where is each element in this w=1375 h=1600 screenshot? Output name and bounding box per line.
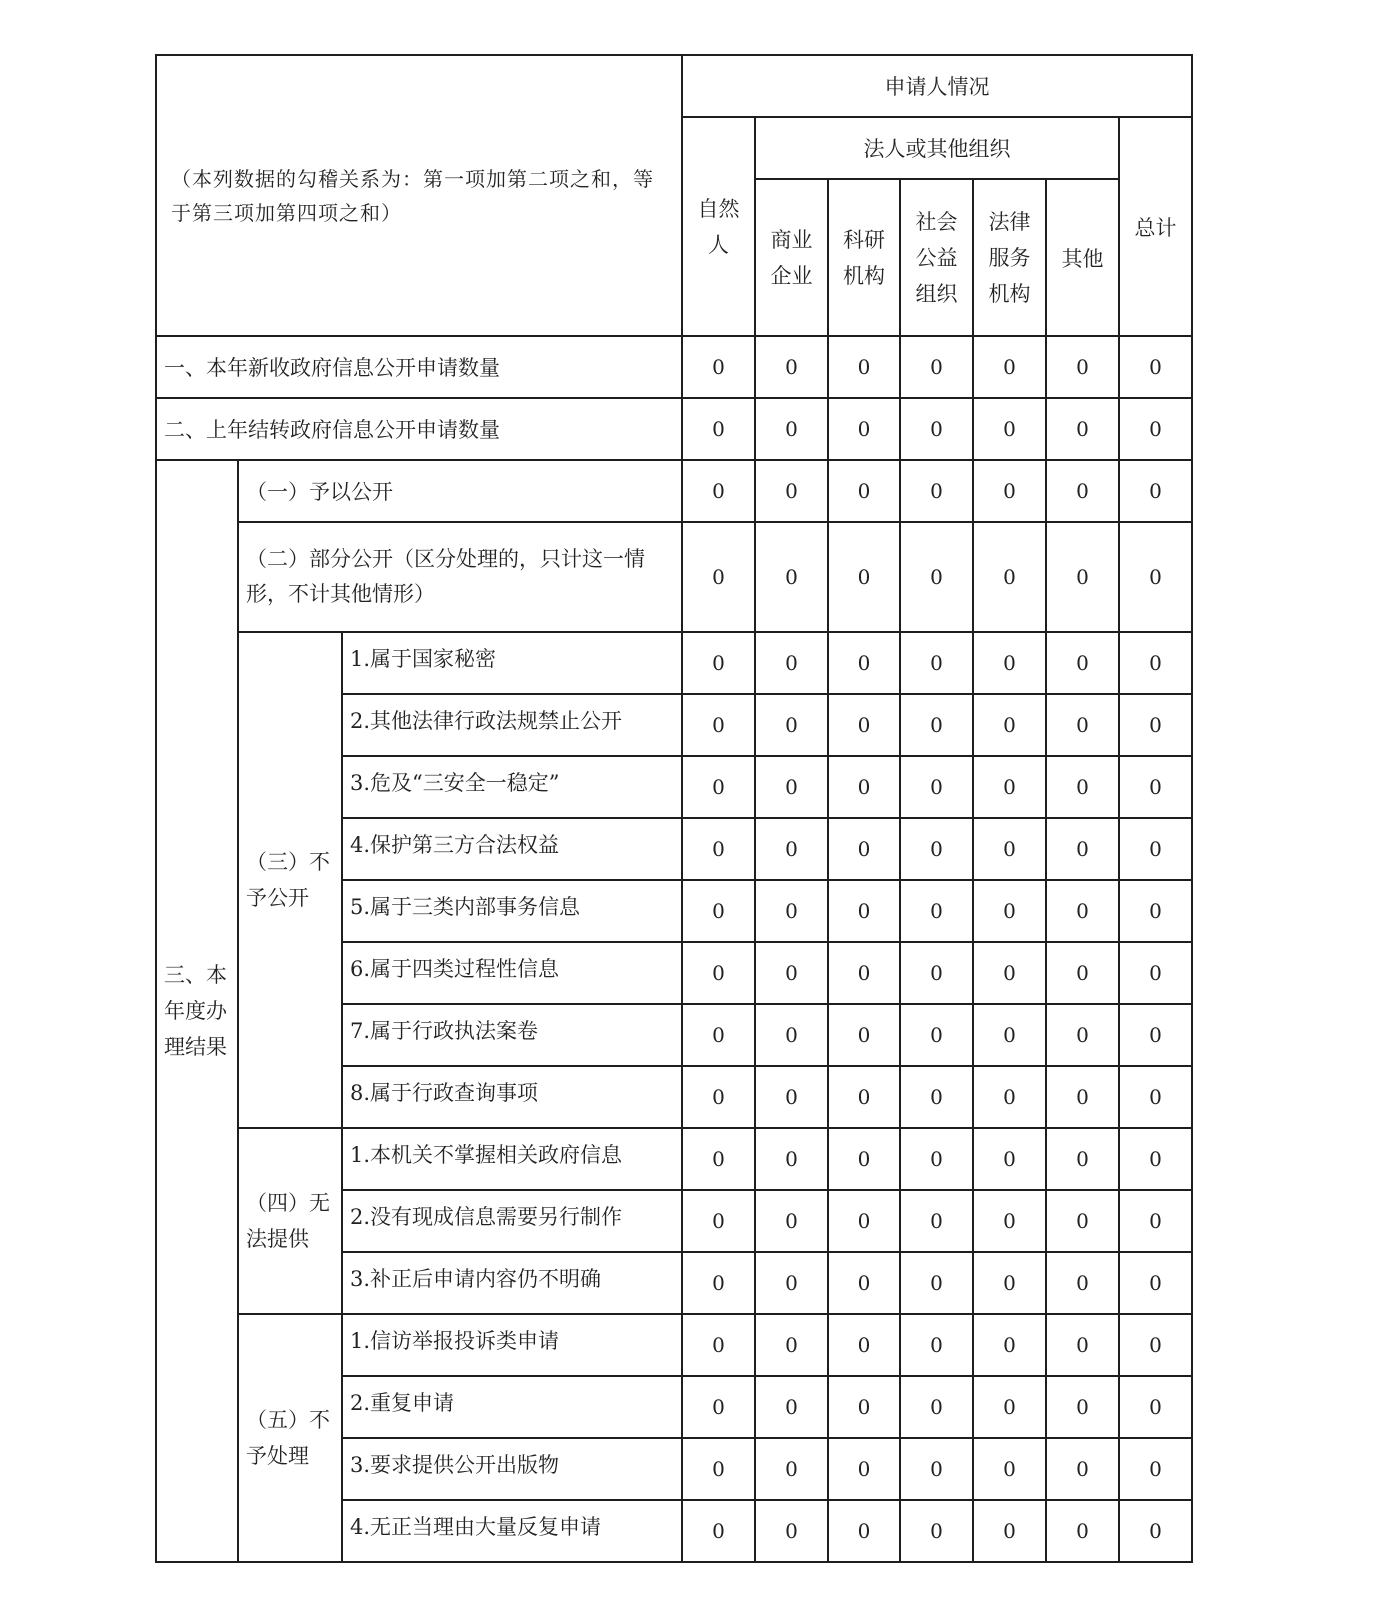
value-cell: 0 <box>1119 942 1192 1004</box>
value-cell: 0 <box>1046 694 1119 756</box>
value-cell: 0 <box>755 398 828 460</box>
header-law <box>973 179 1046 336</box>
value-cell: 0 <box>900 522 973 632</box>
value-cell: 0 <box>828 632 900 694</box>
value-cell: 0 <box>828 1314 900 1376</box>
value-cell: 0 <box>682 460 755 522</box>
value-cell: 0 <box>682 1438 755 1500</box>
header-total: 总计 <box>1119 117 1192 336</box>
header-business <box>755 179 828 336</box>
value-cell: 0 <box>828 1004 900 1066</box>
value-cell: 0 <box>682 522 755 632</box>
value-cell: 0 <box>900 460 973 522</box>
value-cell: 0 <box>973 880 1046 942</box>
group-not-process <box>238 1314 342 1562</box>
value-cell: 0 <box>973 694 1046 756</box>
value-cell: 0 <box>755 694 828 756</box>
value-cell: 0 <box>973 1252 1046 1314</box>
value-cell: 0 <box>828 1252 900 1314</box>
value-cell: 0 <box>1119 880 1192 942</box>
value-cell: 0 <box>900 336 973 398</box>
value-cell: 0 <box>682 1190 755 1252</box>
group-text: （四）无法提供 <box>246 1191 330 1251</box>
header-other: 其他 <box>1046 179 1119 336</box>
split-text: 科研 机构 <box>843 227 885 288</box>
value-cell: 0 <box>900 1066 973 1128</box>
table-row <box>156 1128 1192 1190</box>
statistics-table <box>155 54 1193 1563</box>
value-cell: 0 <box>1046 336 1119 398</box>
value-cell: 0 <box>828 942 900 1004</box>
value-cell: 0 <box>1046 632 1119 694</box>
value-cell: 0 <box>755 1500 828 1562</box>
value-cell: 0 <box>900 1190 973 1252</box>
value-cell: 0 <box>973 522 1046 632</box>
value-cell: 0 <box>1119 632 1192 694</box>
value-cell: 0 <box>1119 460 1192 522</box>
value-cell: 0 <box>1046 1438 1119 1500</box>
value-cell: 0 <box>755 1314 828 1376</box>
value-cell: 0 <box>1119 1438 1192 1500</box>
value-cell: 0 <box>755 522 828 632</box>
value-cell: 0 <box>682 1500 755 1562</box>
value-cell: 0 <box>973 1500 1046 1562</box>
value-cell: 0 <box>1046 880 1119 942</box>
value-cell: 0 <box>900 1376 973 1438</box>
value-cell: 0 <box>755 1128 828 1190</box>
value-cell: 0 <box>755 756 828 818</box>
item-label: 4.无正当理由大量反复申请 <box>342 1500 682 1562</box>
value-cell: 0 <box>900 1128 973 1190</box>
value-cell: 0 <box>973 818 1046 880</box>
group-unable-provide <box>238 1128 342 1314</box>
value-cell: 0 <box>1119 694 1192 756</box>
value-cell: 0 <box>682 942 755 1004</box>
value-cell: 0 <box>973 756 1046 818</box>
value-cell: 0 <box>1119 1252 1192 1314</box>
value-cell: 0 <box>900 694 973 756</box>
header-social <box>900 179 973 336</box>
value-cell: 0 <box>900 818 973 880</box>
sub-label-public: （一）予以公开 <box>238 460 682 522</box>
value-cell: 0 <box>755 1252 828 1314</box>
value-cell: 0 <box>755 1376 828 1438</box>
value-cell: 0 <box>1046 1314 1119 1376</box>
value-cell: 0 <box>973 1438 1046 1500</box>
header-applicant-group: 申请人情况 <box>682 55 1192 117</box>
value-cell: 0 <box>973 942 1046 1004</box>
value-cell: 0 <box>1046 1376 1119 1438</box>
value-cell: 0 <box>755 942 828 1004</box>
value-cell: 0 <box>1119 1190 1192 1252</box>
table-row <box>156 398 1192 460</box>
value-cell: 0 <box>682 632 755 694</box>
value-cell: 0 <box>682 694 755 756</box>
value-cell: 0 <box>1046 522 1119 632</box>
value-cell: 0 <box>973 398 1046 460</box>
value-cell: 0 <box>1119 336 1192 398</box>
value-cell: 0 <box>1119 1066 1192 1128</box>
value-cell: 0 <box>1119 522 1192 632</box>
value-cell: 0 <box>828 1500 900 1562</box>
item-label: 5.属于三类内部事务信息 <box>342 880 682 942</box>
value-cell: 0 <box>973 1066 1046 1128</box>
value-cell: 0 <box>900 1252 973 1314</box>
value-cell: 0 <box>755 1066 828 1128</box>
value-cell: 0 <box>682 1376 755 1438</box>
value-cell: 0 <box>828 756 900 818</box>
value-cell: 0 <box>973 1128 1046 1190</box>
value-cell: 0 <box>828 818 900 880</box>
value-cell: 0 <box>828 460 900 522</box>
sub-label-partial: （二）部分公开（区分处理的，只计这一情形，不计其他情形） <box>238 522 682 632</box>
value-cell: 0 <box>682 880 755 942</box>
value-cell: 0 <box>828 1128 900 1190</box>
table-row <box>156 632 1192 694</box>
value-cell: 0 <box>1046 1066 1119 1128</box>
value-cell: 0 <box>828 1438 900 1500</box>
value-cell: 0 <box>900 398 973 460</box>
value-cell: 0 <box>900 1314 973 1376</box>
row-label-carryover: 二、上年结转政府信息公开申请数量 <box>156 398 682 460</box>
table-row <box>156 522 1192 632</box>
header-research <box>828 179 900 336</box>
value-cell: 0 <box>828 522 900 632</box>
item-label: 3.补正后申请内容仍不明确 <box>342 1252 682 1314</box>
value-cell: 0 <box>1119 818 1192 880</box>
value-cell: 0 <box>1046 1128 1119 1190</box>
value-cell: 0 <box>973 1004 1046 1066</box>
group-text: （三）不予公开 <box>246 850 330 910</box>
value-cell: 0 <box>682 1128 755 1190</box>
value-cell: 0 <box>682 1252 755 1314</box>
split-text: 法律 服务 机构 <box>988 209 1031 306</box>
group-text: （五）不予处理 <box>246 1408 330 1468</box>
item-label: 2.没有现成信息需要另行制作 <box>342 1190 682 1252</box>
value-cell: 0 <box>828 1066 900 1128</box>
value-cell: 0 <box>755 336 828 398</box>
value-cell: 0 <box>973 632 1046 694</box>
item-label: 8.属于行政查询事项 <box>342 1066 682 1128</box>
group-not-public <box>238 632 342 1128</box>
split-text: 社会 公益 组织 <box>915 209 958 306</box>
row-label-new: 一、本年新收政府信息公开申请数量 <box>156 336 682 398</box>
value-cell: 0 <box>900 1500 973 1562</box>
header-legal-group: 法人或其他组织 <box>755 117 1119 179</box>
table-row <box>156 336 1192 398</box>
value-cell: 0 <box>755 818 828 880</box>
value-cell: 0 <box>755 1004 828 1066</box>
value-cell: 0 <box>1119 1376 1192 1438</box>
value-cell: 0 <box>1119 1500 1192 1562</box>
value-cell: 0 <box>755 1190 828 1252</box>
value-cell: 0 <box>1046 942 1119 1004</box>
value-cell: 0 <box>1046 1500 1119 1562</box>
value-cell: 0 <box>1119 756 1192 818</box>
value-cell: 0 <box>755 1438 828 1500</box>
item-label: 6.属于四类过程性信息 <box>342 942 682 1004</box>
value-cell: 0 <box>682 398 755 460</box>
value-cell: 0 <box>973 460 1046 522</box>
item-label: 1.本机关不掌握相关政府信息 <box>342 1128 682 1190</box>
value-cell: 0 <box>828 1376 900 1438</box>
value-cell: 0 <box>1046 1004 1119 1066</box>
value-cell: 0 <box>1046 818 1119 880</box>
table-row <box>156 460 1192 522</box>
section3-label <box>156 460 238 1562</box>
value-cell: 0 <box>682 1066 755 1128</box>
value-cell: 0 <box>682 818 755 880</box>
value-cell: 0 <box>973 1376 1046 1438</box>
value-cell: 0 <box>682 1314 755 1376</box>
value-cell: 0 <box>900 632 973 694</box>
item-label: 4.保护第三方合法权益 <box>342 818 682 880</box>
item-label: 1.属于国家秘密 <box>342 632 682 694</box>
value-cell: 0 <box>973 1190 1046 1252</box>
value-cell: 0 <box>1046 756 1119 818</box>
value-cell: 0 <box>682 756 755 818</box>
value-cell: 0 <box>900 1438 973 1500</box>
value-cell: 0 <box>755 460 828 522</box>
value-cell: 0 <box>755 632 828 694</box>
value-cell: 0 <box>828 336 900 398</box>
value-cell: 0 <box>1046 460 1119 522</box>
value-cell: 0 <box>682 1004 755 1066</box>
value-cell: 0 <box>973 1314 1046 1376</box>
value-cell: 0 <box>1046 1190 1119 1252</box>
header-note: （本列数据的勾稽关系为：第一项加第二项之和，等于第三项加第四项之和） <box>156 55 682 336</box>
section3-text: 三、本年度办理结果 <box>164 963 227 1059</box>
natural-person-text: 自然 人 <box>697 196 740 257</box>
item-label: 1.信访举报投诉类申请 <box>342 1314 682 1376</box>
value-cell: 0 <box>828 1190 900 1252</box>
value-cell: 0 <box>828 880 900 942</box>
value-cell: 0 <box>1119 1314 1192 1376</box>
value-cell: 0 <box>755 880 828 942</box>
value-cell: 0 <box>900 756 973 818</box>
item-label: 7.属于行政执法案卷 <box>342 1004 682 1066</box>
value-cell: 0 <box>828 694 900 756</box>
value-cell: 0 <box>900 942 973 1004</box>
value-cell: 0 <box>1046 398 1119 460</box>
item-label: 2.其他法律行政法规禁止公开 <box>342 694 682 756</box>
value-cell: 0 <box>900 880 973 942</box>
table-row <box>156 1314 1192 1376</box>
value-cell: 0 <box>1119 398 1192 460</box>
value-cell: 0 <box>973 336 1046 398</box>
header-natural-person <box>682 117 755 336</box>
value-cell: 0 <box>900 1004 973 1066</box>
value-cell: 0 <box>1119 1128 1192 1190</box>
value-cell: 0 <box>828 398 900 460</box>
item-label: 3.危及“三安全一稳定” <box>342 756 682 818</box>
value-cell: 0 <box>1119 1004 1192 1066</box>
item-label: 2.重复申请 <box>342 1376 682 1438</box>
value-cell: 0 <box>682 336 755 398</box>
item-label: 3.要求提供公开出版物 <box>342 1438 682 1500</box>
value-cell: 0 <box>1046 1252 1119 1314</box>
split-text: 商业 企业 <box>770 227 813 288</box>
